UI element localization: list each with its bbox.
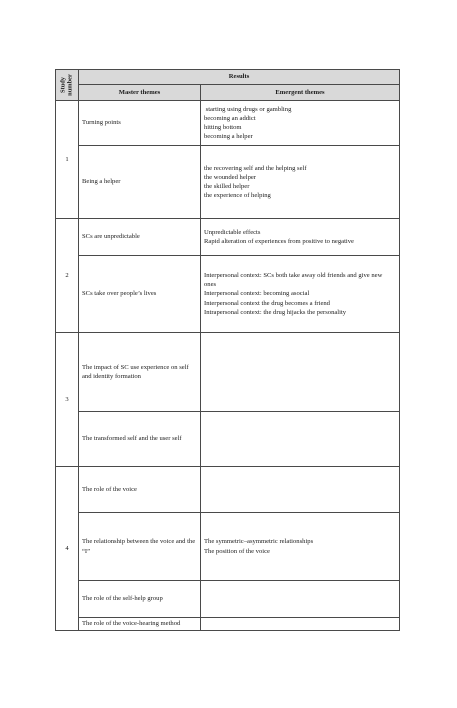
emergent-theme-cell: [201, 412, 400, 467]
study-number-header: [56, 70, 79, 101]
emergent-theme-cell: [201, 467, 400, 513]
emergent-theme-item: the recovering self and the helping self: [204, 164, 307, 172]
table-row: [56, 412, 400, 467]
results-header: Results: [79, 70, 400, 85]
emergent-theme-item: becoming an addict: [204, 114, 256, 122]
study-number-header-line1: Study: [59, 77, 67, 94]
table-row: [56, 467, 400, 513]
emergent-theme-item: The position of the voice: [204, 547, 270, 555]
master-theme-cell: The role of the voice-hearing method: [79, 618, 201, 631]
emergent-theme-item: Interpersonal context: becoming asocial: [204, 290, 310, 298]
study-number-header-line2: number: [67, 74, 74, 96]
master-theme-cell: The impact of SC use experience on self and identity formation: [79, 333, 201, 412]
table-header-row: [56, 70, 400, 85]
emergent-theme-item: becoming a helper: [204, 133, 253, 141]
emergent-theme-item: starting using drugs or gambling: [204, 105, 292, 113]
emergent-theme-item: The symmetric–asymmetric relationships: [204, 538, 314, 546]
table-subheader-row: [56, 85, 400, 101]
emergent-theme-cell: [201, 146, 400, 219]
master-theme-cell: The role of the self-help group: [79, 581, 201, 618]
table-row: [56, 101, 400, 146]
emergent-theme-item: Interpersonal context: SCs both take away old friends and give new ones: [204, 271, 383, 289]
table-row: [56, 256, 400, 333]
study-number-cell: 4: [56, 467, 79, 631]
study-number-cell: 2: [56, 219, 79, 333]
master-theme-cell: Being a helper: [79, 146, 201, 219]
emergent-theme-cell: [201, 513, 400, 581]
emergent-theme-item: Rapid alteration of experiences from positive to negative: [204, 238, 354, 245]
emergent-theme-item: the skilled helper: [204, 183, 250, 190]
master-theme-cell: The role of the voice: [79, 467, 201, 513]
study-number-cell: 1: [56, 101, 79, 219]
emergent-theme-cell: [201, 219, 400, 256]
emergent-theme-item: Intrapersonal context: the drug hijacks the personality: [204, 308, 347, 316]
emergent-theme-cell: [201, 581, 400, 618]
emergent-themes-header: Emergent themes: [201, 85, 400, 101]
table-row: [56, 146, 400, 219]
emergent-theme-item: hitting bottom: [204, 124, 242, 131]
table-row: [56, 618, 400, 631]
master-theme-cell: SCs take over people’s lives: [79, 256, 201, 333]
master-theme-cell: The relationship between the voice and the “I”: [79, 513, 201, 581]
emergent-theme-item: Unpredictable effects: [204, 228, 261, 236]
master-themes-header: Master themes: [79, 85, 201, 101]
results-table: [55, 69, 400, 631]
study-number-cell: 3: [56, 333, 79, 467]
table-row: [56, 219, 400, 256]
emergent-theme-cell: [201, 101, 400, 146]
emergent-theme-item: Interpersonal context the drug becomes a friend: [204, 299, 330, 307]
emergent-theme-cell: [201, 256, 400, 333]
emergent-theme-cell: [201, 618, 400, 631]
emergent-theme-cell: [201, 333, 400, 412]
table-row: [56, 513, 400, 581]
master-theme-cell: SCs are unpredictable: [79, 219, 201, 256]
master-theme-cell: Turning points: [79, 101, 201, 146]
emergent-theme-item: the experience of helping: [204, 192, 271, 200]
table-row: [56, 581, 400, 618]
master-theme-cell: The transformed self and the user self: [79, 412, 201, 467]
table-row: [56, 333, 400, 412]
emergent-theme-item: the wounded helper: [204, 173, 256, 181]
